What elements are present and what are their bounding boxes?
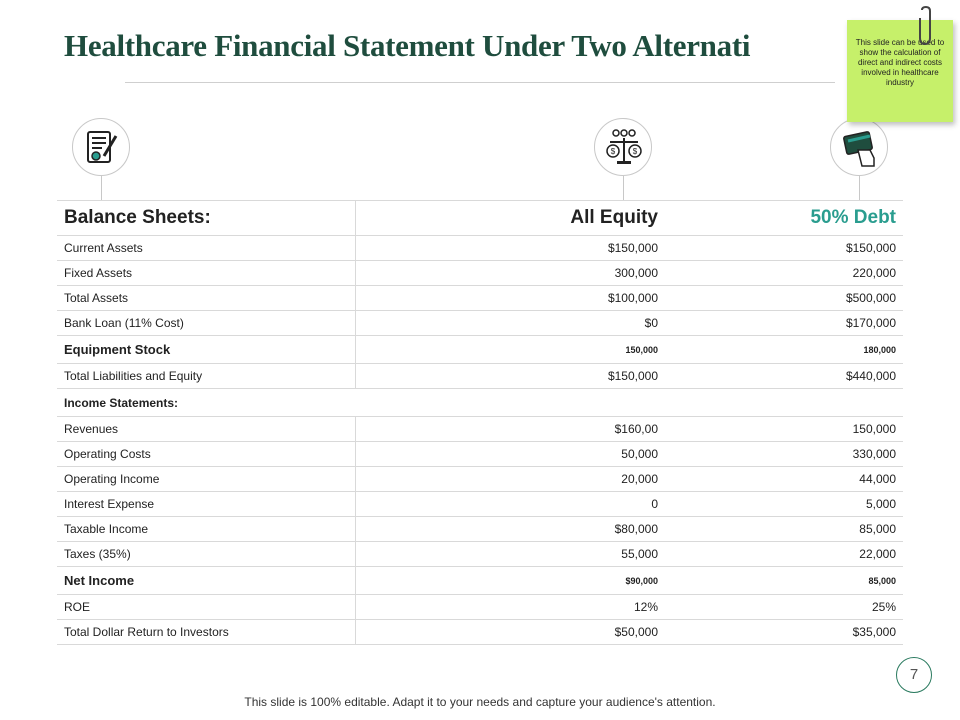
row-all-equity: 55,000	[355, 542, 665, 567]
paperclip-icon	[916, 6, 936, 46]
row-all-equity: 12%	[355, 595, 665, 620]
row-label: Operating Income	[57, 467, 355, 492]
row-label: Net Income	[57, 567, 355, 595]
table-row	[57, 595, 903, 620]
row-50-debt: 5,000	[665, 492, 903, 517]
row-label: Taxable Income	[57, 517, 355, 542]
row-50-debt: $170,000	[665, 311, 903, 336]
sticky-note	[847, 20, 953, 122]
table-row	[57, 620, 903, 645]
icon-circle-2	[594, 118, 652, 176]
row-label: Revenues	[57, 417, 355, 442]
row-label: Taxes (35%)	[57, 542, 355, 567]
page-title: Healthcare Financial Statement Under Two Alternati	[64, 28, 751, 63]
page-number: 7	[896, 657, 932, 693]
row-label: Bank Loan (11% Cost)	[57, 311, 355, 336]
row-all-equity: $150,000	[355, 236, 665, 261]
row-50-debt: $150,000	[665, 236, 903, 261]
table-row	[57, 336, 903, 364]
row-50-debt: 85,000	[665, 517, 903, 542]
table-row	[57, 467, 903, 492]
row-label: ROE	[57, 595, 355, 620]
header-50-debt: 50% Debt	[665, 201, 903, 236]
table-row	[57, 311, 903, 336]
row-50-debt: 25%	[665, 595, 903, 620]
table-row	[57, 542, 903, 567]
row-50-debt: 180,000	[665, 336, 903, 364]
table-header-row	[57, 201, 903, 236]
row-all-equity: $80,000	[355, 517, 665, 542]
row-all-equity: $160,00	[355, 417, 665, 442]
table-row	[57, 261, 903, 286]
sticky-note-text: This slide can be used to show the calculation of direct and indirect costs involved in healthcare industry	[855, 38, 945, 87]
row-50-debt: 330,000	[665, 442, 903, 467]
row-50-debt: 22,000	[665, 542, 903, 567]
document-pen-icon	[82, 128, 122, 168]
row-label: Equipment Stock	[57, 336, 355, 364]
row-50-debt: $35,000	[665, 620, 903, 645]
table-row	[57, 236, 903, 261]
section-income-statements: Income Statements:	[57, 389, 903, 417]
section-row	[57, 389, 903, 417]
row-all-equity: 50,000	[355, 442, 665, 467]
table-row	[57, 364, 903, 389]
table-row	[57, 442, 903, 467]
row-all-equity: 20,000	[355, 467, 665, 492]
row-50-debt: 44,000	[665, 467, 903, 492]
title-divider	[125, 82, 835, 83]
row-all-equity: 0	[355, 492, 665, 517]
row-label: Total Assets	[57, 286, 355, 311]
row-label: Total Dollar Return to Investors	[57, 620, 355, 645]
header-all-equity: All Equity	[355, 201, 665, 236]
hand-card-icon	[840, 128, 880, 168]
row-label: Interest Expense	[57, 492, 355, 517]
icon-circle-3	[830, 118, 888, 176]
row-label: Current Assets	[57, 236, 355, 261]
row-all-equity: $0	[355, 311, 665, 336]
financial-table	[57, 200, 903, 645]
row-all-equity: $150,000	[355, 364, 665, 389]
row-label: Fixed Assets	[57, 261, 355, 286]
icon-connector-2	[623, 176, 624, 200]
table-row	[57, 567, 903, 595]
svg-text:$: $	[632, 147, 638, 156]
row-all-equity: $100,000	[355, 286, 665, 311]
table-row	[57, 417, 903, 442]
icon-connector-3	[859, 176, 860, 200]
row-label: Operating Costs	[57, 442, 355, 467]
row-50-debt: 85,000	[665, 567, 903, 595]
row-50-debt: 220,000	[665, 261, 903, 286]
row-all-equity: 300,000	[355, 261, 665, 286]
row-all-equity: $90,000	[355, 567, 665, 595]
header-balance-sheets: Balance Sheets:	[57, 201, 355, 236]
row-label: Total Liabilities and Equity	[57, 364, 355, 389]
icon-connector-1	[101, 176, 102, 200]
footer-note: This slide is 100% editable. Adapt it to your needs and capture your audience's attention.	[244, 695, 716, 709]
svg-text:$: $	[610, 147, 616, 156]
table-row	[57, 492, 903, 517]
table-row	[57, 517, 903, 542]
row-all-equity: $50,000	[355, 620, 665, 645]
row-50-debt: 150,000	[665, 417, 903, 442]
balance-scale-people-icon	[604, 128, 644, 168]
row-50-debt: $500,000	[665, 286, 903, 311]
icon-circle-1	[72, 118, 130, 176]
row-all-equity: 150,000	[355, 336, 665, 364]
row-50-debt: $440,000	[665, 364, 903, 389]
table-row	[57, 286, 903, 311]
